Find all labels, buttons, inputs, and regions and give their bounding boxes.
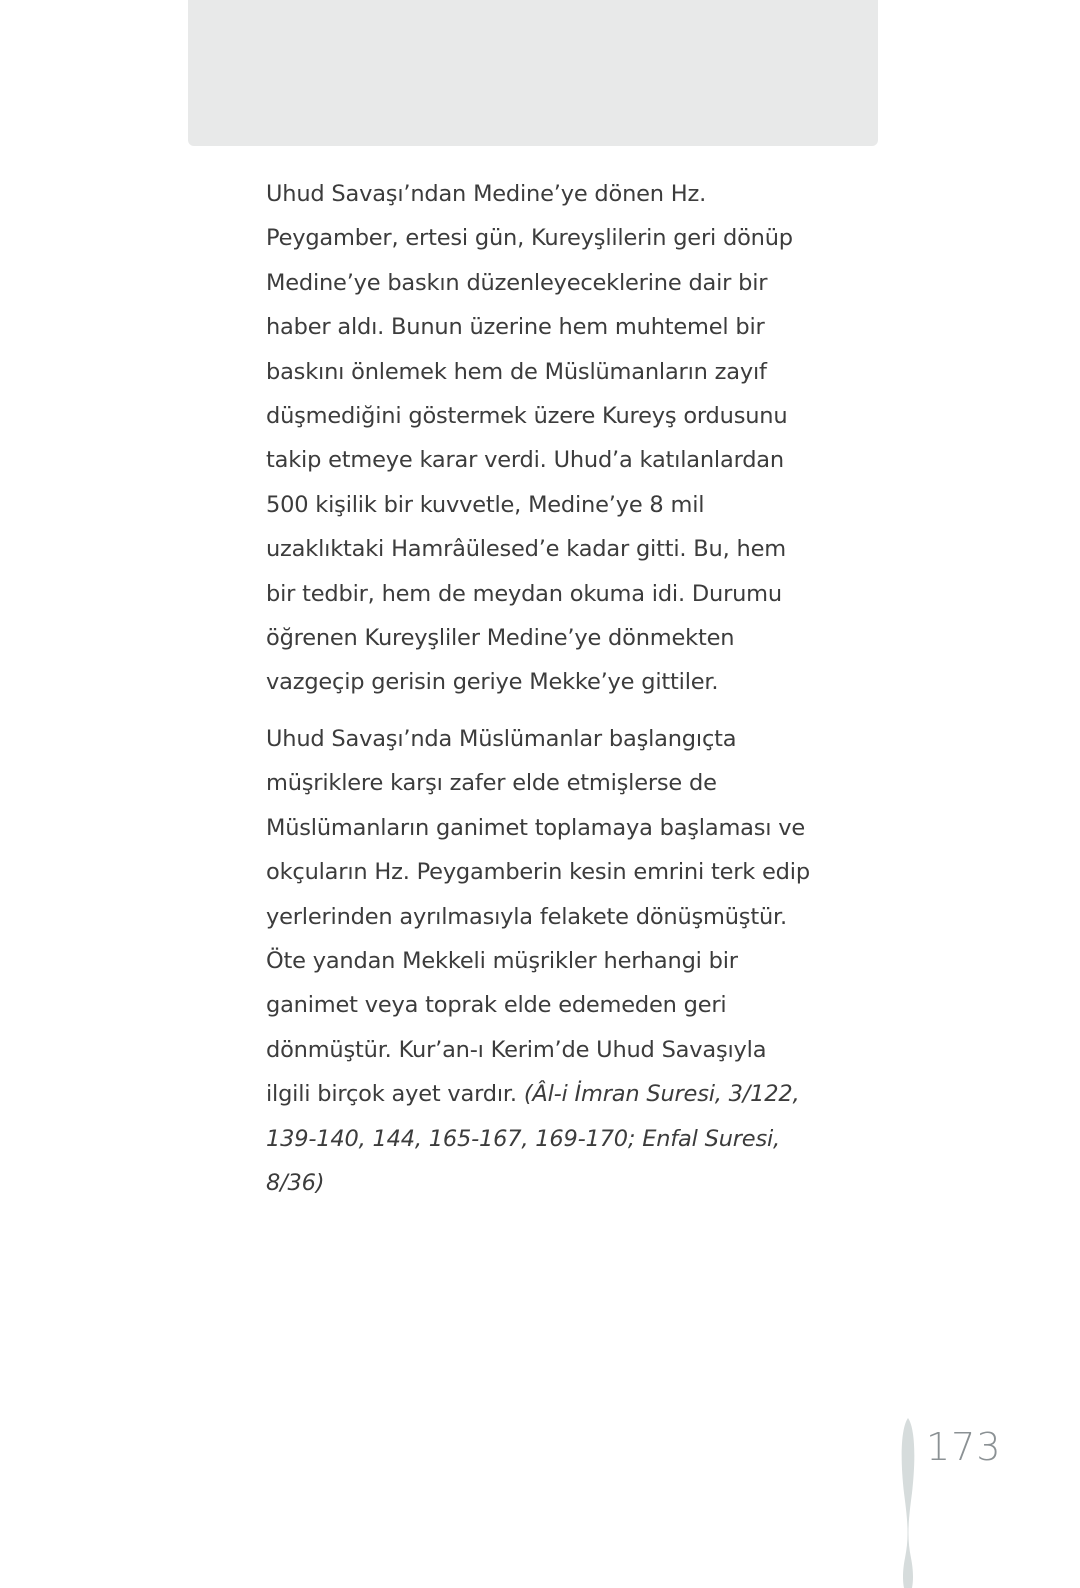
text-line: Müslümanların ganimet toplamaya başlaması ve — [266, 814, 806, 841]
citation-reference: 8/36) — [266, 1169, 325, 1196]
text-line: Uhud Savaşı’nda Müslümanlar başlangıçta — [266, 725, 737, 752]
text-line: okçuların Hz. Peygamberin kesin emrini terk edip — [266, 859, 810, 886]
text-line: düşmediğini göstermek üzere Kureyş ordusunu — [266, 403, 788, 430]
paragraph-1 — [266, 172, 806, 705]
text-line: takip etmeye karar verdi. Uhud’a katılanlardan — [266, 447, 784, 474]
text-line-with-citation — [266, 1072, 806, 1116]
text-line: ganimet veya toprak elde edemeden geri — [266, 992, 727, 1019]
text-fragment: ilgili birçok ayet vardır. — [266, 1081, 524, 1108]
text-line: yerlerinden ayrılmasıyla felakete dönüşmüştür. — [266, 903, 787, 930]
header-placeholder-box — [188, 0, 878, 146]
text-line: vazgeçip gerisin geriye Mekke’ye gittiler. — [266, 669, 719, 696]
text-line: Öte yandan Mekkeli müşrikler herhangi bir — [266, 947, 738, 974]
text-line: uzaklıktaki Hamrâülesed’e kadar gitti. Bu, hem — [266, 536, 786, 563]
citation-reference: 139-140, 144, 165-167, 169-170; Enfal Suresi, — [266, 1125, 780, 1152]
text-line: Uhud Savaşı’ndan Medine’ye dönen Hz. — [266, 181, 707, 207]
text-line: baskını önlemek hem de Müslümanların zayıf — [266, 358, 767, 385]
page-number: 173 — [926, 1425, 1002, 1469]
citation-reference: (Âl-i İmran Suresi, 3/122, — [523, 1081, 800, 1108]
text-line: haber aldı. Bunun üzerine hem muhtemel bir — [266, 314, 765, 341]
text-line: Peygamber, ertesi gün, Kureyşlilerin geri dönüp — [266, 225, 793, 252]
text-line: 500 kişilik bir kuvvetle, Medine’ye 8 mil — [266, 491, 705, 518]
text-line: dönmüştür. Kur’an-ı Kerim’de Uhud Savaşıyla — [266, 1036, 767, 1063]
text-line: öğrenen Kureyşliler Medine’ye dönmekten — [266, 625, 735, 652]
page-ornament-decoration — [895, 1418, 921, 1588]
text-line: bir tedbir, hem de meydan okuma idi. Durumu — [266, 580, 782, 607]
text-line: Medine’ye baskın düzenleyeceklerine dair bir — [266, 269, 768, 296]
paragraph-2 — [266, 717, 810, 1205]
text-line: müşriklere karşı zafer elde etmişlerse de — [266, 770, 717, 797]
body-text — [266, 172, 810, 1205]
